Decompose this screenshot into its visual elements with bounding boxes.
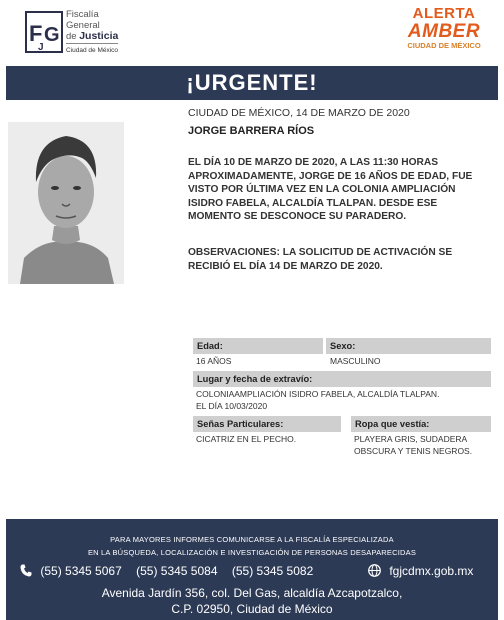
phone-number-2[interactable]: (55) 5345 5084 <box>136 564 218 578</box>
footer-info-line2: EN LA BÚSQUEDA, LOCALIZACIÓN E INVESTIGACIÓN DE PERSONAS DESAPARECIDAS <box>87 548 417 557</box>
svg-text:F: F <box>29 21 43 46</box>
address-line1: Avenida Jardín 356, col. Del Gas, alcaldía Azcapotzalco, <box>101 586 403 600</box>
place-value-1: COLONIAAMPLIACIÓN ISIDRO FABELA, ALCALDÍA TLALPAN. <box>196 389 440 399</box>
person-photo-icon <box>8 122 124 284</box>
website-link[interactable]: fgjcdmx.gob.mx <box>389 564 474 578</box>
alerta-amber-logo <box>400 6 488 58</box>
report-date: CIUDAD DE MÉXICO, 14 DE MARZO DE 2020 <box>188 107 410 119</box>
globe-icon <box>368 564 381 577</box>
phone-list <box>20 564 324 578</box>
footer-info-line1: PARA MAYORES INFORMES COMUNICARSE A LA FISCALÍA ESPECIALIZADA <box>110 535 394 544</box>
missing-person-photo <box>8 122 124 284</box>
fgj-line3-prefix: de <box>66 31 77 42</box>
address-line2: C.P. 02950, Ciudad de México <box>171 602 333 616</box>
fgj-line3 <box>66 31 118 42</box>
amber-line2: AMBER <box>407 21 481 42</box>
report-observations: OBSERVACIONES: LA SOLICITUD DE ACTIVACIÓN SE RECIBIÓ EL DÍA 14 DE MARZO DE 2020. <box>188 247 453 272</box>
age-value: 16 AÑOS <box>196 356 232 366</box>
footer <box>6 519 498 620</box>
clothes-value-2: OBSCURA Y TENIS NEGROS. <box>354 446 473 456</box>
phone-icon <box>20 564 32 577</box>
clothes-value-1: PLAYERA GRIS, SUDADERA <box>354 434 468 444</box>
phone-number-1[interactable]: (55) 5345 5067 <box>40 564 122 578</box>
place-label: Lugar y fecha de extravío: <box>193 371 491 387</box>
fgj-line2: General <box>66 20 100 31</box>
svg-text:G: G <box>44 24 60 46</box>
report-description: EL DÍA 10 DE MARZO DE 2020, A LAS 11:30 HORAS APROXIMADAMENTE, JORGE DE 16 AÑOS DE EDAD, FUE VISTO POR ÚLTIMA VEZ EN LA COLONIA AMPLIACIÓN ISIDRO FABELA, ALCALDÍA TLALPAN. DESDE ESE MOMENTO SE DESCONOCE SU PARADERO. <box>188 157 473 222</box>
website[interactable] <box>368 564 473 578</box>
urgent-banner: ¡URGENTE! <box>6 66 498 100</box>
header <box>0 0 504 66</box>
sex-value: MASCULINO <box>330 356 381 366</box>
place-value-2: EL DÍA 10/03/2020 <box>196 401 268 411</box>
clothes-label: Ropa que vestía: <box>351 416 491 432</box>
person-name: JORGE BARRERA RÍOS <box>188 125 315 137</box>
fgj-logo <box>24 10 64 54</box>
amber-line3: CIUDAD DE MÉXICO <box>407 41 481 50</box>
address <box>6 585 498 617</box>
fgj-line3-strong: Justicia <box>79 30 119 42</box>
fgj-line1: Fiscalía <box>66 9 99 20</box>
fgj-line4: Ciudad de México <box>66 43 118 56</box>
age-label: Edad: <box>193 338 323 354</box>
amber-line1: ALERTA <box>412 5 476 22</box>
svg-text:J: J <box>38 42 44 53</box>
fgj-name <box>66 9 118 56</box>
phone-number-3[interactable]: (55) 5345 5082 <box>231 564 314 578</box>
sex-label: Sexo: <box>326 338 491 354</box>
marks-value: CICATRIZ EN EL PECHO. <box>196 434 297 444</box>
footer-info <box>6 533 498 559</box>
marks-label: Señas Particulares: <box>193 416 341 432</box>
